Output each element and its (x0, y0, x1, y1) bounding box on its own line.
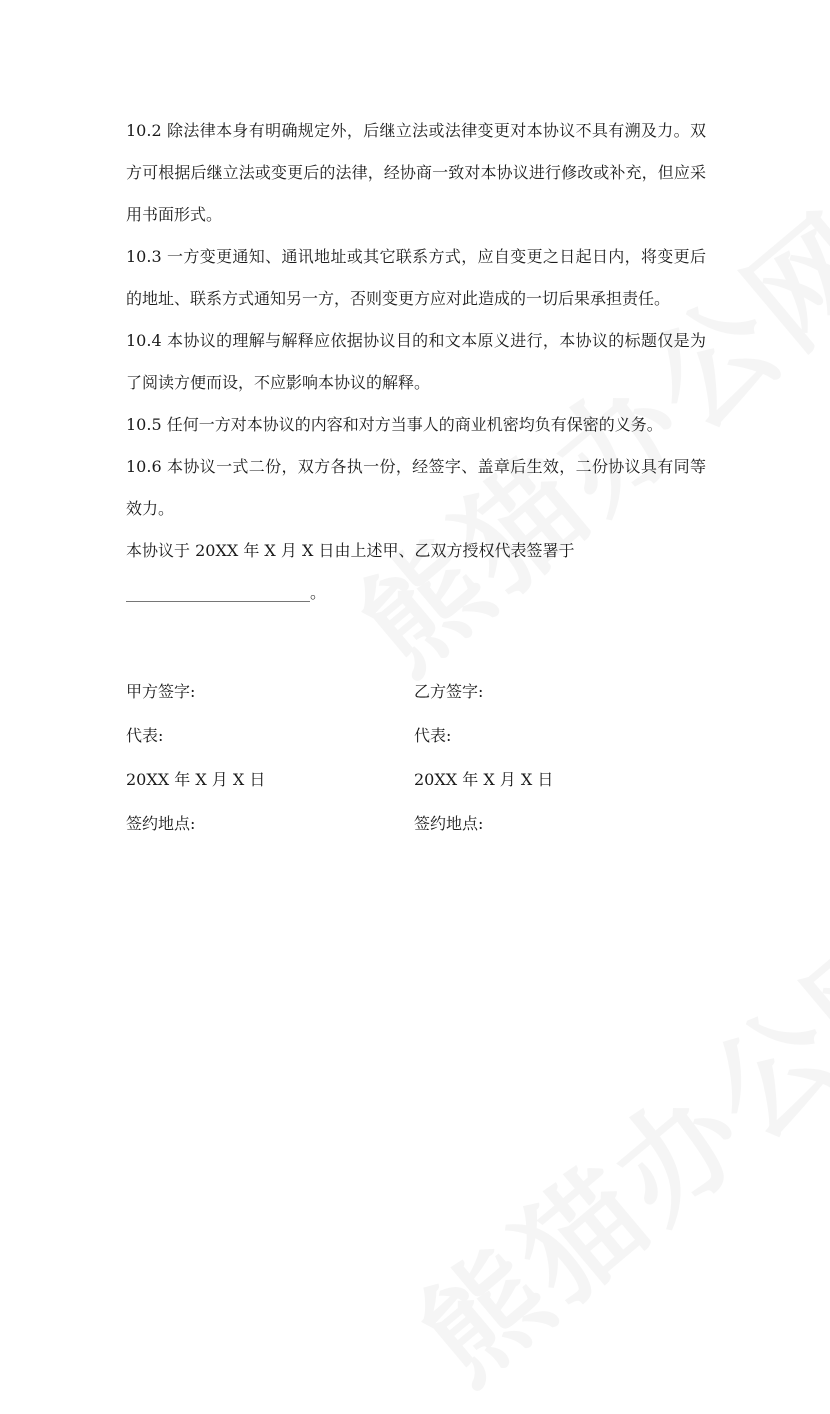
party-a-representative-label: 代表: (126, 725, 164, 745)
clause-body (126, 110, 706, 614)
signing-place-blank: _______________________。 (126, 583, 327, 602)
clause-10-3: 10.3 一方变更通知、通讯地址或其它联系方式，应自变更之日起日内，将变更后的地址、联系方式通知另一方，否则变更方应对此造成的一切后果承担责任。 (126, 247, 706, 308)
clause-10-6: 10.6 本协议一式二份，双方各执一份，经签字、盖章后生效，二份协议具有同等效力。 (126, 457, 706, 518)
place-row (126, 800, 686, 844)
party-a-place-label: 签约地点: (126, 813, 196, 833)
clause-10-4: 10.4 本协议的理解与解释应依据协议目的和文本原义进行，本协议的标题仅是为了阅读方便而设，不应影响本协议的解释。 (126, 331, 706, 392)
party-a-signature-label: 甲方签字: (126, 681, 196, 701)
party-b-place-label: 签约地点: (414, 813, 484, 833)
date-row (126, 756, 686, 800)
signature-block (126, 668, 686, 844)
clause-10-2: 10.2 除法律本身有明确规定外，后继立法或法律变更对本协议不具有溯及力。双方可根据后继立法或变更后的法律，经协商一致对本协议进行修改或补充，但应采用书面形式。 (126, 121, 706, 224)
signing-statement: 本协议于 20XX 年 X 月 X 日由上述甲、乙双方授权代表签署于 (126, 541, 575, 560)
representative-row (126, 712, 686, 756)
party-b-representative-label: 代表: (414, 725, 452, 745)
party-b-signature-label: 乙方签字: (414, 681, 484, 701)
watermark (378, 878, 830, 1414)
clause-10-5: 10.5 任何一方对本协议的内容和对方当事人的商业机密均负有保密的义务。 (126, 415, 663, 434)
party-b-date: 20XX 年 X 月 X 日 (414, 769, 554, 789)
party-a-date: 20XX 年 X 月 X 日 (126, 769, 266, 789)
signature-row (126, 668, 686, 712)
